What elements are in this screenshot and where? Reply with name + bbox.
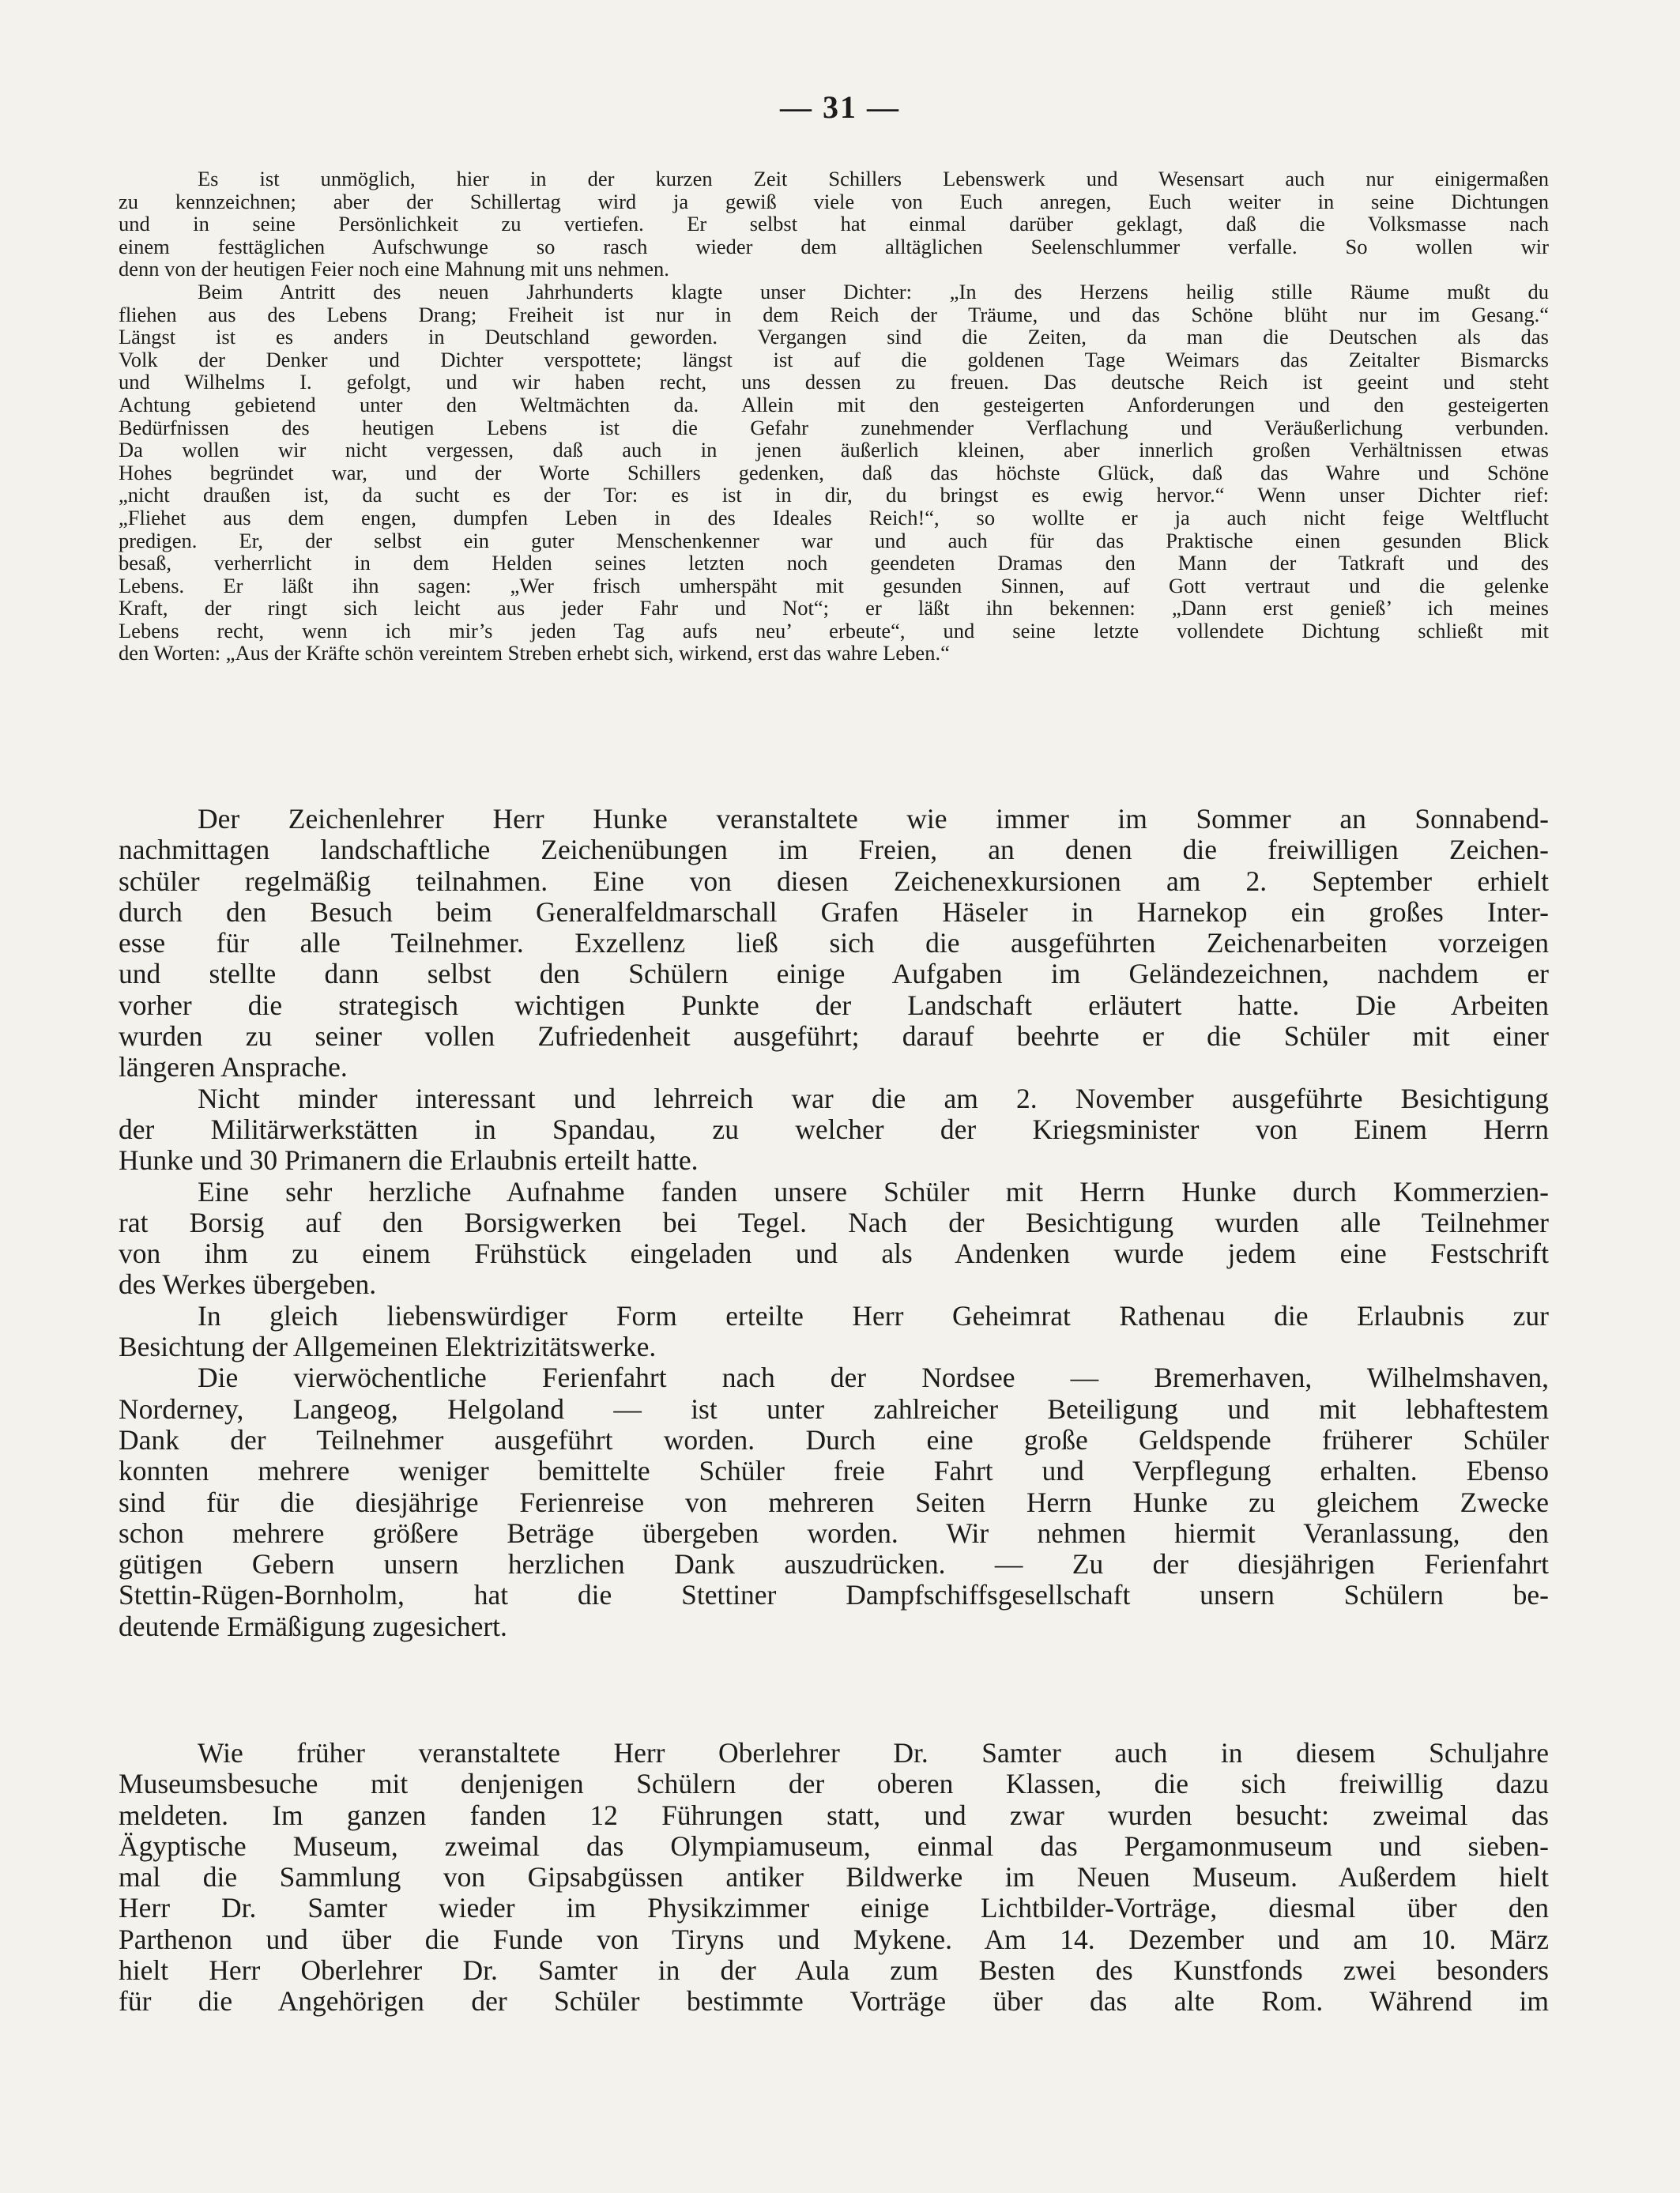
text-line: von ihm zu einem Frühstück eingeladen und als Andenken wurde jedem eine Festschrift [119,1238,1549,1270]
text-line: Da wollen wir nicht vergessen, daß auch in jenen äußerlich kleinen, aber innerlich großen Verhältnissen etwas [119,438,1549,462]
text-line: „nicht draußen ist, da sucht es der Tor: es ist in dir, du bringst es ewig hervor.“ Wenn unser Dichter rief: [119,483,1549,507]
page-number: — 31 — [780,89,900,125]
text-line: Stettin-Rügen-Bornholm, hat die Stettiner Dampfschiffsgesellschaft unsern Schülern be- [119,1579,1549,1611]
text-line: Parthenon und über die Funde von Tiryns und Mykene. Am 14. Dezember und am 10. März [119,1923,1549,1955]
text-line: und Wilhelms I. gefolgt, und wir haben recht, uns dessen zu freuen. Das deutsche Reich ist geeint und steht [119,370,1549,394]
text-line: Herr Dr. Samter wieder im Physikzimmer einige Lichtbilder-Vorträge, diesmal über den [119,1892,1549,1924]
text-line: zu kennzeichnen; aber der Schillertag wird ja gewiß viele von Euch anregen, Euch weiter in seine Dichtungen [119,189,1549,213]
text-line: Längst ist es anders in Deutschland geworden. Vergangen sind die Zeiten, da man die Deutschen als das [119,325,1549,349]
text-line: deutende Ermäßigung zugesichert. [119,1610,507,1642]
text-line: und stellte dann selbst den Schülern einige Aufgaben im Geländezeichnen, nachdem er [119,958,1549,990]
text-line: Der Zeichenlehrer Herr Hunke veranstaltete wie immer im Sommer an Sonnabend- [198,803,1549,835]
text-line: Dank der Teilnehmer ausgeführt worden. Durch eine große Geldspende früherer Schüler [119,1423,1549,1456]
text-line: schüler regelmäßig teilnahmen. Eine von diesen Zeichenexkursionen am 2. September erhielt [119,865,1549,897]
text-line: meldeten. Im ganzen fanden 12 Führungen statt, und zwar wurden besucht: zweimal das [119,1799,1549,1831]
text-line: Lebens recht, wenn ich mir’s jeden Tag aufs neu’ erbeute“, und seine letzte vollendete Dichtung schließt mit [119,618,1549,642]
text-line: Es ist unmöglich, hier in der kurzen Zeit Schillers Lebenswerk und Wesensart auch nur einigermaßen [198,167,1549,190]
text-line: mal die Sammlung von Gipsabgüssen antiker Bildwerke im Neuen Museum. Außerdem hielt [119,1861,1549,1893]
text-line: Hunke und 30 Primanern die Erlaubnis erteilt hatte. [119,1144,699,1177]
text-line: esse für alle Teilnehmer. Exzellenz ließ sich die ausgeführten Zeichenarbeiten vorzeigen [119,927,1549,959]
museum-visits-section [119,1738,1549,2018]
text-line: nachmittagen landschaftliche Zeichenübungen im Freien, an denen die freiwilligen Zeichen- [119,834,1549,866]
text-line: längeren Ansprache. [119,1051,348,1083]
text-line: den Worten: „Aus der Kräfte schön vereintem Streben erhebt sich, wirkend, erst das wahre Leben.“ [119,641,950,665]
text-line: durch den Besuch beim Generalfeldmarschall Grafen Häseler in Harnekop ein großes Inter- [119,895,1549,928]
text-line: der Militärwerkstätten in Spandau, zu welcher der Kriegsminister von Einem Herrn [119,1113,1549,1145]
text-line: und in seine Persönlichkeit zu vertiefen. Er selbst hat einmal darüber geklagt, daß die Volksmasse nach [119,212,1549,236]
text-line: Achtung gebietend unter den Weltmächten da. Allein mit den gesteigerten Anforderungen und den gesteigerten [119,392,1549,416]
school-excursions-section [119,804,1549,1642]
text-line: wurden zu seiner vollen Zufriedenheit ausgeführt; darauf beehrte er die Schüler mit einer [119,1020,1549,1053]
text-line: Besichtung der Allgemeinen Elektrizitätswerke. [119,1331,657,1363]
text-line: Die vierwöchentliche Ferienfahrt nach der Nordsee — Bremerhaven, Wilhelmshaven, [198,1362,1549,1394]
text-line: „Fliehet aus dem engen, dumpfen Leben in des Ideales Reich!“, so wollte er ja auch nicht feige Weltflucht [119,505,1549,529]
text-line: Bedürfnissen des heutigen Lebens ist die Gefahr zunehmender Verflachung und Veräußerlichung verbunden. [119,415,1549,439]
text-line: Nicht minder interessant und lehrreich war die am 2. November ausgeführte Besichtigung [198,1082,1549,1114]
text-line: Kraft, der ringt sich leicht aus jeder Fahr und Not“; er läßt ihn bekennen: „Dann erst genieß’ ich meines [119,596,1549,620]
text-line: predigen. Er, der selbst ein guter Menschenkenner war und auch für das Praktische einen gesunden Blick [119,528,1549,552]
text-line: Norderney, Langeog, Helgoland — ist unter zahlreicher Beteiligung und mit lebhaftestem [119,1392,1549,1425]
text-line: Ägyptische Museum, zweimal das Olympiamuseum, einmal das Pergamonmuseum und sieben- [119,1829,1549,1862]
text-line: des Werkes übergeben. [119,1268,377,1301]
text-line: konnten mehrere weniger bemittelte Schüler freie Fahrt und Verpflegung erhalten. Ebenso [119,1455,1549,1487]
text-line: schon mehrere größere Beträge übergeben worden. Wir nehmen hiermit Veranlassung, den [119,1517,1549,1549]
text-line: Museumsbesuche mit denjenigen Schülern der oberen Klassen, die sich freiwillig dazu [119,1768,1549,1800]
text-line: In gleich liebenswürdiger Form erteilte Herr Geheimrat Rathenau die Erlaubnis zur [198,1299,1549,1332]
speech-excerpt-paragraphs [119,168,1549,665]
text-line: fliehen aus des Lebens Drang; Freiheit ist nur in dem Reich der Träume, und das Schöne blüht nur im Gesang.“ [119,302,1549,326]
text-line: Beim Antritt des neuen Jahrhunderts klagte unser Dichter: „In des Herzens heilig stille Räume mußt du [198,279,1549,303]
text-line: rat Borsig auf den Borsigwerken bei Tegel. Nach der Besichtigung wurden alle Teilnehmer [119,1206,1549,1238]
text-line: gütigen Gebern unsern herzlichen Dank auszudrücken. — Zu der diesjährigen Ferienfahrt [119,1548,1549,1581]
text-line: Hohes begründet war, und der Worte Schillers gedenken, daß das höchste Glück, daß das Wahre und Schöne [119,460,1549,484]
text-line: Eine sehr herzliche Aufnahme fanden unsere Schüler mit Herrn Hunke durch Kommerzien- [198,1175,1549,1208]
text-line: hielt Herr Oberlehrer Dr. Samter in der Aula zum Besten des Kunstfonds zwei besonders [119,1954,1549,1987]
text-line: für die Angehörigen der Schüler bestimmte Vorträge über das alte Rom. Während im [119,1985,1549,2018]
text-line: sind für die diesjährige Ferienreise von mehreren Seiten Herrn Hunke zu gleichem Zwecke [119,1486,1549,1518]
text-line: Lebens. Er läßt ihn sagen: „Wer frisch umherspäht mit gesunden Sinnen, auf Gott vertraut und die gelenke [119,573,1549,597]
text-line: Wie früher veranstaltete Herr Oberlehrer Dr. Samter auch in diesem Schuljahre [198,1737,1549,1769]
text-line: vorher die strategisch wichtigen Punkte der Landschaft erläutert hatte. Die Arbeiten [119,989,1549,1021]
text-line: Volk der Denker und Dichter verspottete; längst ist auf die goldenen Tage Weimars das Zeitalter Bismarcks [119,347,1549,371]
text-line: besaß, verherrlicht in dem Helden seines letzten noch geendeten Dramas den Mann der Tatkraft und des [119,551,1549,575]
text-line: einem festtäglichen Aufschwunge so rasch wieder dem alltäglichen Seelenschlummer verfalle. So wollen wir [119,234,1549,258]
text-line: denn von der heutigen Feier noch eine Mahnung mit uns nehmen. [119,257,669,281]
